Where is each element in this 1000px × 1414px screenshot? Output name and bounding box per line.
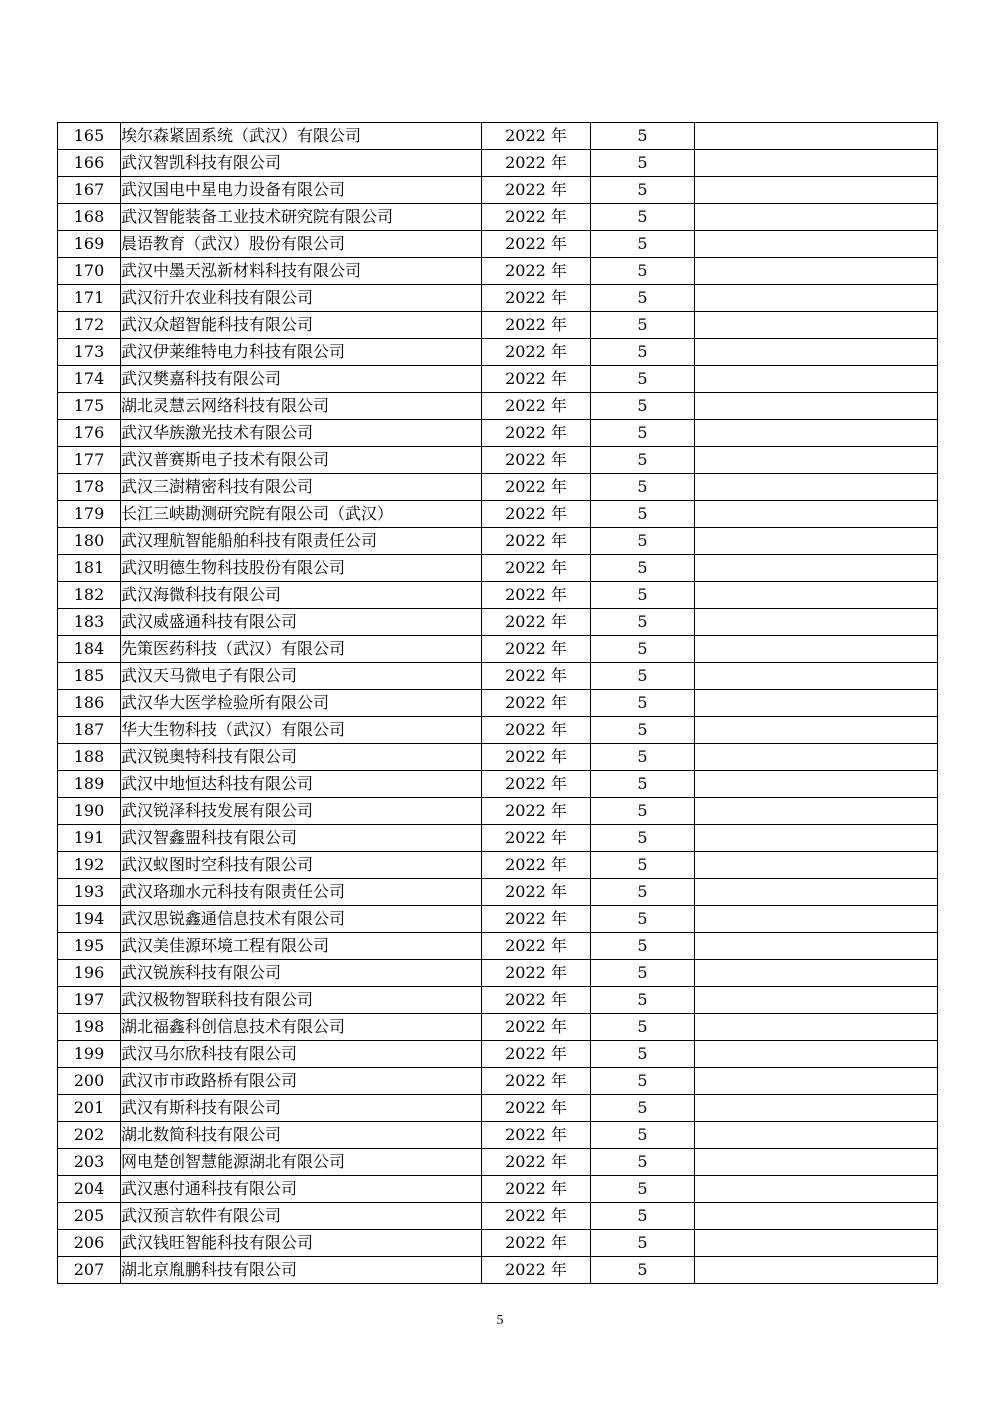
value-cell: 5	[591, 258, 695, 285]
table-row	[58, 771, 938, 798]
company-name-cell: 华大生物科技（武汉）有限公司	[121, 717, 482, 744]
note-cell	[695, 636, 938, 663]
year-cell: 2022 年	[482, 1122, 591, 1149]
row-number-cell: 191	[58, 825, 121, 852]
value-cell: 5	[591, 177, 695, 204]
company-name-cell: 武汉锐泽科技发展有限公司	[121, 798, 482, 825]
year-cell: 2022 年	[482, 447, 591, 474]
company-name-cell: 武汉智凯科技有限公司	[121, 150, 482, 177]
row-number-cell: 179	[58, 501, 121, 528]
note-cell	[695, 204, 938, 231]
table-row	[58, 1122, 938, 1149]
row-number-cell: 204	[58, 1176, 121, 1203]
value-cell: 5	[591, 312, 695, 339]
year-cell: 2022 年	[482, 663, 591, 690]
company-name-cell: 武汉理航智能船舶科技有限责任公司	[121, 528, 482, 555]
table-row	[58, 636, 938, 663]
value-cell: 5	[591, 1203, 695, 1230]
note-cell	[695, 1257, 938, 1284]
table-row	[58, 960, 938, 987]
company-name-cell: 武汉珞珈水元科技有限责任公司	[121, 879, 482, 906]
year-cell: 2022 年	[482, 798, 591, 825]
row-number-cell: 186	[58, 690, 121, 717]
table-row	[58, 663, 938, 690]
company-name-cell: 武汉中地恒达科技有限公司	[121, 771, 482, 798]
note-cell	[695, 717, 938, 744]
table-row	[58, 501, 938, 528]
company-name-cell: 长江三峡勘测研究院有限公司（武汉）	[121, 501, 482, 528]
year-cell: 2022 年	[482, 150, 591, 177]
company-table	[57, 122, 938, 1284]
company-name-cell: 湖北灵慧云网络科技有限公司	[121, 393, 482, 420]
row-number-cell: 173	[58, 339, 121, 366]
company-name-cell: 武汉智鑫盟科技有限公司	[121, 825, 482, 852]
value-cell: 5	[591, 771, 695, 798]
row-number-cell: 193	[58, 879, 121, 906]
company-name-cell: 湖北福鑫科创信息技术有限公司	[121, 1014, 482, 1041]
row-number-cell: 174	[58, 366, 121, 393]
row-number-cell: 201	[58, 1095, 121, 1122]
company-name-cell: 网电楚创智慧能源湖北有限公司	[121, 1149, 482, 1176]
table-row	[58, 1203, 938, 1230]
row-number-cell: 205	[58, 1203, 121, 1230]
value-cell: 5	[591, 150, 695, 177]
row-number-cell: 189	[58, 771, 121, 798]
row-number-cell: 170	[58, 258, 121, 285]
note-cell	[695, 366, 938, 393]
row-number-cell: 203	[58, 1149, 121, 1176]
year-cell: 2022 年	[482, 960, 591, 987]
row-number-cell: 176	[58, 420, 121, 447]
table-row	[58, 906, 938, 933]
note-cell	[695, 312, 938, 339]
value-cell: 5	[591, 582, 695, 609]
note-cell	[695, 1149, 938, 1176]
row-number-cell: 200	[58, 1068, 121, 1095]
value-cell: 5	[591, 1041, 695, 1068]
note-cell	[695, 393, 938, 420]
company-name-cell: 武汉马尔欣科技有限公司	[121, 1041, 482, 1068]
row-number-cell: 195	[58, 933, 121, 960]
note-cell	[695, 177, 938, 204]
note-cell	[695, 690, 938, 717]
company-name-cell: 武汉明德生物科技股份有限公司	[121, 555, 482, 582]
company-name-cell: 武汉有斯科技有限公司	[121, 1095, 482, 1122]
table-row	[58, 582, 938, 609]
note-cell	[695, 1230, 938, 1257]
note-cell	[695, 231, 938, 258]
row-number-cell: 199	[58, 1041, 121, 1068]
table-row	[58, 1230, 938, 1257]
table-row	[58, 555, 938, 582]
year-cell: 2022 年	[482, 204, 591, 231]
row-number-cell: 183	[58, 609, 121, 636]
note-cell	[695, 1041, 938, 1068]
row-number-cell: 166	[58, 150, 121, 177]
note-cell	[695, 339, 938, 366]
year-cell: 2022 年	[482, 987, 591, 1014]
row-number-cell: 165	[58, 123, 121, 150]
row-number-cell: 168	[58, 204, 121, 231]
value-cell: 5	[591, 717, 695, 744]
row-number-cell: 171	[58, 285, 121, 312]
company-name-cell: 武汉预言软件有限公司	[121, 1203, 482, 1230]
table-row	[58, 852, 938, 879]
value-cell: 5	[591, 798, 695, 825]
year-cell: 2022 年	[482, 1068, 591, 1095]
table-row	[58, 420, 938, 447]
value-cell: 5	[591, 285, 695, 312]
company-name-cell: 武汉智能装备工业技术研究院有限公司	[121, 204, 482, 231]
value-cell: 5	[591, 1122, 695, 1149]
note-cell	[695, 528, 938, 555]
row-number-cell: 175	[58, 393, 121, 420]
note-cell	[695, 285, 938, 312]
table-row	[58, 933, 938, 960]
year-cell: 2022 年	[482, 420, 591, 447]
year-cell: 2022 年	[482, 258, 591, 285]
row-number-cell: 184	[58, 636, 121, 663]
note-cell	[695, 744, 938, 771]
row-number-cell: 169	[58, 231, 121, 258]
year-cell: 2022 年	[482, 366, 591, 393]
note-cell	[695, 1014, 938, 1041]
note-cell	[695, 123, 938, 150]
company-name-cell: 武汉极物智联科技有限公司	[121, 987, 482, 1014]
year-cell: 2022 年	[482, 123, 591, 150]
company-name-cell: 武汉锐族科技有限公司	[121, 960, 482, 987]
table-row	[58, 690, 938, 717]
row-number-cell: 188	[58, 744, 121, 771]
value-cell: 5	[591, 231, 695, 258]
note-cell	[695, 609, 938, 636]
company-name-cell: 武汉威盛通科技有限公司	[121, 609, 482, 636]
note-cell	[695, 798, 938, 825]
company-name-cell: 湖北数简科技有限公司	[121, 1122, 482, 1149]
table-row	[58, 717, 938, 744]
table-row	[58, 366, 938, 393]
row-number-cell: 198	[58, 1014, 121, 1041]
year-cell: 2022 年	[482, 1230, 591, 1257]
row-number-cell: 180	[58, 528, 121, 555]
value-cell: 5	[591, 744, 695, 771]
value-cell: 5	[591, 987, 695, 1014]
table-row	[58, 1257, 938, 1284]
note-cell	[695, 1176, 938, 1203]
note-cell	[695, 501, 938, 528]
year-cell: 2022 年	[482, 474, 591, 501]
note-cell	[695, 663, 938, 690]
year-cell: 2022 年	[482, 1041, 591, 1068]
company-name-cell: 武汉中墨天泓新材料科技有限公司	[121, 258, 482, 285]
table-body	[58, 123, 938, 1284]
company-name-cell: 武汉蚁图时空科技有限公司	[121, 852, 482, 879]
value-cell: 5	[591, 393, 695, 420]
year-cell: 2022 年	[482, 582, 591, 609]
table-row	[58, 987, 938, 1014]
company-name-cell: 武汉樊嘉科技有限公司	[121, 366, 482, 393]
page-number: 5	[496, 1313, 504, 1328]
row-number-cell: 185	[58, 663, 121, 690]
company-name-cell: 埃尔森紧固系统（武汉）有限公司	[121, 123, 482, 150]
row-number-cell: 197	[58, 987, 121, 1014]
year-cell: 2022 年	[482, 636, 591, 663]
table-row	[58, 312, 938, 339]
table-row	[58, 285, 938, 312]
note-cell	[695, 906, 938, 933]
value-cell: 5	[591, 528, 695, 555]
year-cell: 2022 年	[482, 312, 591, 339]
year-cell: 2022 年	[482, 1203, 591, 1230]
table-row	[58, 1095, 938, 1122]
row-number-cell: 177	[58, 447, 121, 474]
company-name-cell: 晨语教育（武汉）股份有限公司	[121, 231, 482, 258]
note-cell	[695, 474, 938, 501]
row-number-cell: 190	[58, 798, 121, 825]
row-number-cell: 207	[58, 1257, 121, 1284]
table-row	[58, 1041, 938, 1068]
table-row	[58, 231, 938, 258]
year-cell: 2022 年	[482, 906, 591, 933]
year-cell: 2022 年	[482, 825, 591, 852]
table-row	[58, 528, 938, 555]
table-row	[58, 258, 938, 285]
note-cell	[695, 258, 938, 285]
value-cell: 5	[591, 420, 695, 447]
row-number-cell: 206	[58, 1230, 121, 1257]
value-cell: 5	[591, 1095, 695, 1122]
row-number-cell: 182	[58, 582, 121, 609]
table-row	[58, 204, 938, 231]
value-cell: 5	[591, 933, 695, 960]
value-cell: 5	[591, 609, 695, 636]
year-cell: 2022 年	[482, 1149, 591, 1176]
value-cell: 5	[591, 1257, 695, 1284]
company-name-cell: 武汉钱旺智能科技有限公司	[121, 1230, 482, 1257]
note-cell	[695, 879, 938, 906]
year-cell: 2022 年	[482, 1095, 591, 1122]
note-cell	[695, 771, 938, 798]
table-row	[58, 744, 938, 771]
year-cell: 2022 年	[482, 717, 591, 744]
company-name-cell: 武汉国电中星电力设备有限公司	[121, 177, 482, 204]
value-cell: 5	[591, 690, 695, 717]
table-row	[58, 393, 938, 420]
value-cell: 5	[591, 339, 695, 366]
value-cell: 5	[591, 1230, 695, 1257]
year-cell: 2022 年	[482, 285, 591, 312]
value-cell: 5	[591, 555, 695, 582]
note-cell	[695, 150, 938, 177]
table-row	[58, 1176, 938, 1203]
table-row	[58, 339, 938, 366]
company-name-cell: 武汉伊莱维特电力科技有限公司	[121, 339, 482, 366]
value-cell: 5	[591, 501, 695, 528]
year-cell: 2022 年	[482, 690, 591, 717]
value-cell: 5	[591, 1068, 695, 1095]
note-cell	[695, 852, 938, 879]
year-cell: 2022 年	[482, 555, 591, 582]
company-name-cell: 武汉海微科技有限公司	[121, 582, 482, 609]
company-name-cell: 先策医药科技（武汉）有限公司	[121, 636, 482, 663]
note-cell	[695, 582, 938, 609]
year-cell: 2022 年	[482, 231, 591, 258]
value-cell: 5	[591, 852, 695, 879]
company-name-cell: 武汉衍升农业科技有限公司	[121, 285, 482, 312]
table-row	[58, 1068, 938, 1095]
year-cell: 2022 年	[482, 501, 591, 528]
year-cell: 2022 年	[482, 771, 591, 798]
company-name-cell: 武汉市市政路桥有限公司	[121, 1068, 482, 1095]
value-cell: 5	[591, 474, 695, 501]
note-cell	[695, 1203, 938, 1230]
company-name-cell: 湖北京胤鹏科技有限公司	[121, 1257, 482, 1284]
company-name-cell: 武汉众超智能科技有限公司	[121, 312, 482, 339]
row-number-cell: 194	[58, 906, 121, 933]
value-cell: 5	[591, 879, 695, 906]
table-row	[58, 123, 938, 150]
table-row	[58, 798, 938, 825]
value-cell: 5	[591, 204, 695, 231]
note-cell	[695, 420, 938, 447]
note-cell	[695, 447, 938, 474]
year-cell: 2022 年	[482, 852, 591, 879]
note-cell	[695, 825, 938, 852]
value-cell: 5	[591, 825, 695, 852]
company-name-cell: 武汉思锐鑫通信息技术有限公司	[121, 906, 482, 933]
company-name-cell: 武汉美佳源环境工程有限公司	[121, 933, 482, 960]
row-number-cell: 187	[58, 717, 121, 744]
table-row	[58, 474, 938, 501]
company-name-cell: 武汉锐奥特科技有限公司	[121, 744, 482, 771]
year-cell: 2022 年	[482, 177, 591, 204]
row-number-cell: 178	[58, 474, 121, 501]
note-cell	[695, 555, 938, 582]
year-cell: 2022 年	[482, 393, 591, 420]
year-cell: 2022 年	[482, 879, 591, 906]
table-row	[58, 1149, 938, 1176]
row-number-cell: 192	[58, 852, 121, 879]
note-cell	[695, 1122, 938, 1149]
value-cell: 5	[591, 123, 695, 150]
year-cell: 2022 年	[482, 933, 591, 960]
table-row	[58, 609, 938, 636]
row-number-cell: 167	[58, 177, 121, 204]
table-row	[58, 825, 938, 852]
row-number-cell: 172	[58, 312, 121, 339]
company-name-cell: 武汉普赛斯电子技术有限公司	[121, 447, 482, 474]
note-cell	[695, 933, 938, 960]
value-cell: 5	[591, 906, 695, 933]
table-row	[58, 150, 938, 177]
year-cell: 2022 年	[482, 1176, 591, 1203]
note-cell	[695, 1095, 938, 1122]
row-number-cell: 181	[58, 555, 121, 582]
value-cell: 5	[591, 1149, 695, 1176]
row-number-cell: 202	[58, 1122, 121, 1149]
company-name-cell: 武汉天马微电子有限公司	[121, 663, 482, 690]
note-cell	[695, 960, 938, 987]
year-cell: 2022 年	[482, 1257, 591, 1284]
value-cell: 5	[591, 1176, 695, 1203]
value-cell: 5	[591, 960, 695, 987]
table-row	[58, 879, 938, 906]
note-cell	[695, 987, 938, 1014]
value-cell: 5	[591, 366, 695, 393]
company-name-cell: 武汉华大医学检验所有限公司	[121, 690, 482, 717]
table-row	[58, 1014, 938, 1041]
value-cell: 5	[591, 636, 695, 663]
value-cell: 5	[591, 447, 695, 474]
table-row	[58, 447, 938, 474]
value-cell: 5	[591, 1014, 695, 1041]
year-cell: 2022 年	[482, 609, 591, 636]
year-cell: 2022 年	[482, 744, 591, 771]
year-cell: 2022 年	[482, 339, 591, 366]
table-row	[58, 177, 938, 204]
company-name-cell: 武汉惠付通科技有限公司	[121, 1176, 482, 1203]
year-cell: 2022 年	[482, 1014, 591, 1041]
company-name-cell: 武汉华族激光技术有限公司	[121, 420, 482, 447]
note-cell	[695, 1068, 938, 1095]
row-number-cell: 196	[58, 960, 121, 987]
company-name-cell: 武汉三澍精密科技有限公司	[121, 474, 482, 501]
value-cell: 5	[591, 663, 695, 690]
year-cell: 2022 年	[482, 528, 591, 555]
